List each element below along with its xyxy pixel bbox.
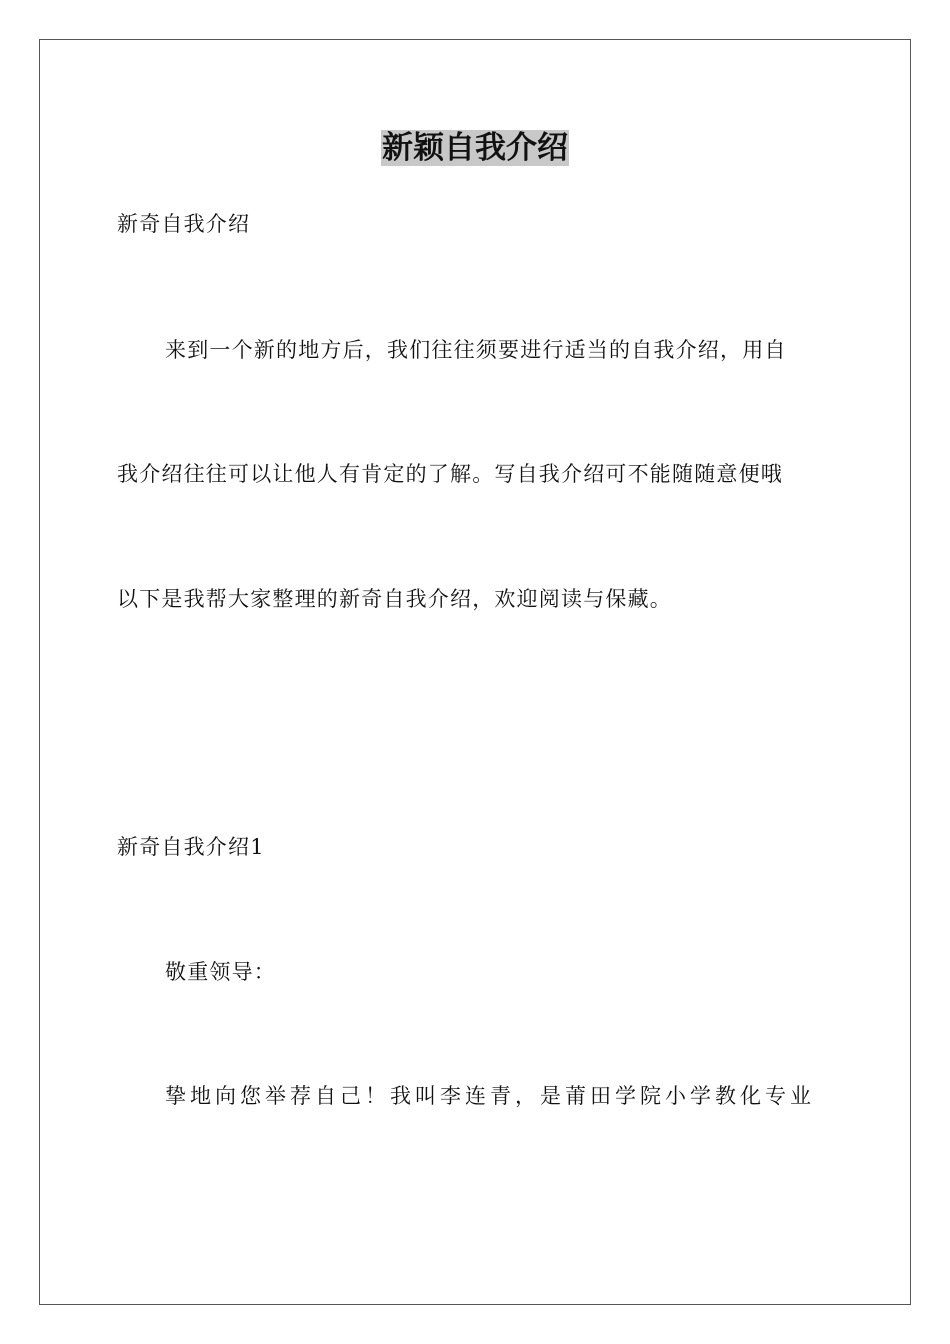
- document-title: [0, 128, 950, 168]
- intro-line-2: 我介绍往往可以让他人有肯定的了解。写自我介绍可不能随随意便哦: [117, 462, 783, 486]
- title-highlight: 新颖自我介绍: [382, 130, 568, 166]
- salutation: 敬重领导：: [165, 960, 276, 984]
- intro-line-1: 来到一个新的地方后，我们往往须要进行适当的自我介绍，用自: [165, 338, 787, 362]
- section-heading: 新奇自我介绍1: [117, 835, 265, 859]
- body-line-1: 挚地向您举荐自己！我叫李连青，是莆田学院小学教化专业: [165, 1084, 815, 1108]
- intro-line-3: 以下是我帮大家整理的新奇自我介绍，欢迎阅读与保藏。: [117, 587, 672, 611]
- subtitle: 新奇自我介绍: [117, 212, 251, 236]
